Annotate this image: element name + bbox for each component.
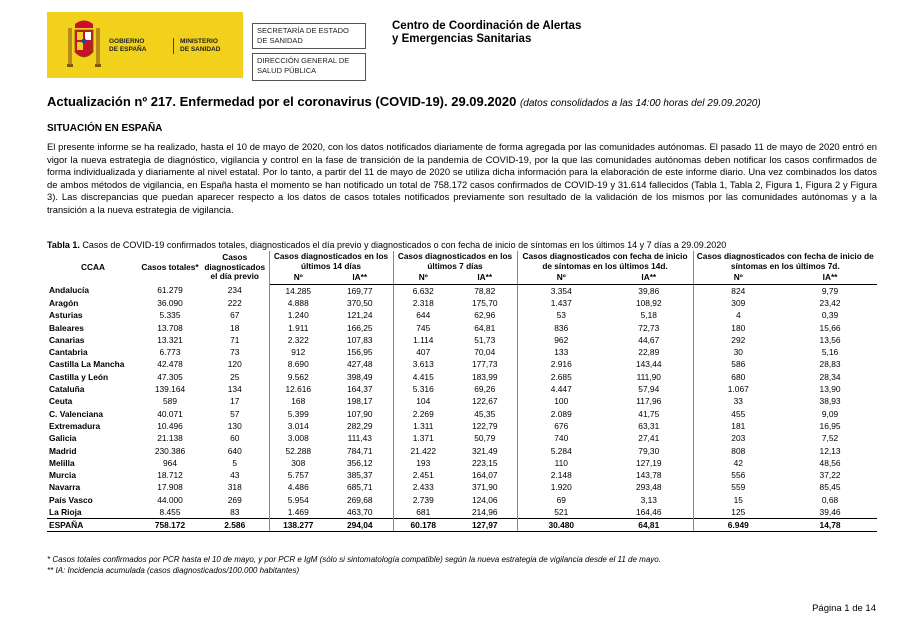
ccaa-name-cell: Ceuta — [49, 396, 73, 407]
value-cell: 117,96 — [605, 395, 693, 407]
value-cell: 41,75 — [605, 407, 693, 419]
value-cell: 28,34 — [819, 371, 841, 382]
header-totales: Casos totales* — [141, 261, 199, 272]
value-cell: 181 — [731, 420, 746, 431]
table-row — [47, 469, 877, 481]
value-cell: 39,46 — [819, 506, 841, 517]
value-cell: 134 — [201, 383, 269, 395]
value-cell: 164,46 — [605, 506, 693, 519]
value-cell: 18.712 — [157, 470, 183, 481]
table-row — [47, 358, 877, 370]
footnote-ia: ** IA: Incidencia acumulada (casos diagnosticados/100.000 habitantes) — [47, 566, 300, 575]
direccion-box: DIRECCIÓN GENERAL DE SALUD PÚBLICA — [252, 53, 366, 81]
value-cell: 16,95 — [819, 420, 841, 431]
value-cell: 0,68 — [821, 494, 839, 505]
value-cell: 71 — [201, 334, 269, 346]
value-cell: 39,86 — [605, 284, 693, 297]
gobierno-label: GOBIERNO DE ESPAÑA — [109, 38, 147, 53]
value-cell: 5.284 — [550, 445, 572, 456]
value-cell: 5.399 — [287, 408, 309, 419]
value-cell: 8.690 — [287, 359, 309, 370]
value-cell: 5 — [201, 457, 269, 469]
value-cell: 121,24 — [327, 309, 393, 321]
value-cell: 962 — [554, 334, 569, 345]
value-cell: 156,95 — [327, 346, 393, 358]
table-row — [47, 481, 877, 493]
value-cell: 964 — [163, 457, 177, 468]
table-body — [47, 284, 877, 532]
table-row — [47, 297, 877, 309]
value-cell: 808 — [731, 445, 746, 456]
value-cell: 13.708 — [157, 322, 183, 333]
value-cell: 138.277 — [269, 519, 327, 532]
header-n: Nº — [393, 272, 453, 284]
value-cell: 6.632 — [412, 285, 434, 296]
value-cell: 130 — [201, 420, 269, 432]
intro-paragraph: El presente informe se ha realizado, hasta el 10 de mayo de 2020, con los datos notificados diariamente de forma agregada por las comunidades autónomas. El pasado 11 de mayo de 2020 entró en vigor la nueva estrategia de diagnóstico, vigilancia y control en la fase de transición de la pandemia de COVID-19, por la que las comunidades autónomas deben notificar los casos confirmados de forma individualizada y diariamente al nivel estatal. Por lo tanto, a partir del 11 de mayo de 2020 se utiliza dicha información para la elaboración de este informe diario. Una vez combinados los datos de ambos métodos de vigilancia, en España hasta el momento se han notificado un total de 758.172 casos confirmados de COVID-19 y 31.614 fallecidos (Tabla 1, Tabla 2, Figura 1, Figura 2 y Figura 3). Las discrepancias que puedan aparecer respecto a los datos de casos totales notificados previamente son resultado de la validación de los mismos por las comunidades autónomas y a la transición a la nueva estrategia de vigilancia. — [47, 141, 877, 215]
table-row — [47, 494, 877, 506]
value-cell: 5,16 — [821, 347, 839, 358]
value-cell: 21.422 — [410, 445, 437, 456]
value-cell: 586 — [731, 359, 746, 370]
value-cell: 556 — [731, 470, 746, 481]
value-cell: 53 — [556, 310, 566, 321]
value-cell: 122,79 — [453, 420, 517, 432]
table-row — [47, 395, 877, 407]
value-cell: 175,70 — [453, 297, 517, 309]
value-cell: 17.908 — [157, 482, 183, 493]
ccaa-name-cell: Andalucía — [49, 285, 90, 296]
value-cell: 282,29 — [327, 420, 393, 432]
value-cell: 15,66 — [819, 322, 841, 333]
value-cell: 269 — [201, 494, 269, 506]
table-row — [47, 457, 877, 469]
value-cell: 23,42 — [819, 297, 841, 308]
value-cell: 370,50 — [327, 297, 393, 309]
value-cell: 1.920 — [550, 482, 572, 493]
value-cell: 1.240 — [287, 310, 309, 321]
value-cell: 4.447 — [550, 384, 572, 395]
ccaa-name-cell: ESPAÑA — [47, 519, 139, 532]
value-cell: 17 — [201, 395, 269, 407]
value-cell: 308 — [291, 457, 306, 468]
report-subtitle: (datos consolidados a las 14:00 horas del 29.09.2020) — [519, 98, 761, 109]
table-total-row — [47, 519, 877, 532]
value-cell: 385,37 — [327, 469, 393, 481]
table-row — [47, 506, 877, 519]
value-cell: 6.773 — [159, 347, 181, 358]
value-cell: 269,68 — [327, 494, 393, 506]
value-cell: 168 — [291, 396, 306, 407]
ccaa-name-cell: Aragón — [49, 297, 79, 308]
value-cell: 7,52 — [821, 433, 839, 444]
value-cell: 198,17 — [327, 395, 393, 407]
report-title: Actualización nº 217. Enfermedad por el coronavirus (COVID-19). 29.09.2020 (datos consolidados a las 14:00 horas del 29.09.2020) — [47, 94, 761, 109]
value-cell: 43 — [201, 469, 269, 481]
ccaa-name-cell: Cataluña — [49, 384, 85, 395]
value-cell: 36.090 — [157, 297, 183, 308]
value-cell: 521 — [554, 506, 569, 517]
value-cell: 3.613 — [412, 359, 434, 370]
value-cell: 681 — [416, 506, 431, 517]
value-cell: 127,97 — [453, 519, 517, 532]
value-cell: 3.014 — [287, 420, 309, 431]
value-cell: 30.480 — [517, 519, 605, 532]
value-cell: 321,49 — [453, 444, 517, 456]
header-ia: IA** — [453, 272, 517, 284]
value-cell: 318 — [201, 481, 269, 493]
ccaes-heading: Centro de Coordinación de Alertas y Emergencias Sanitarias — [392, 20, 582, 45]
value-cell: 2.916 — [550, 359, 572, 370]
ccaa-name-cell: Extremadura — [49, 420, 101, 431]
value-cell: 72,73 — [605, 321, 693, 333]
value-cell: 42.478 — [157, 359, 183, 370]
value-cell: 1.311 — [413, 420, 434, 431]
value-cell: 78,82 — [453, 284, 517, 297]
value-cell: 2.148 — [550, 470, 572, 481]
value-cell: 5.757 — [287, 470, 309, 481]
value-cell: 676 — [554, 420, 569, 431]
value-cell: 57,94 — [605, 383, 693, 395]
page-number: Página 1 de 14 — [812, 603, 876, 614]
value-cell: 203 — [731, 433, 746, 444]
value-cell: 70,04 — [453, 346, 517, 358]
value-cell: 47.305 — [157, 371, 183, 382]
value-cell: 398,49 — [327, 371, 393, 383]
value-cell: 30 — [733, 347, 743, 358]
value-cell: 223,15 — [453, 457, 517, 469]
value-cell: 740 — [554, 433, 569, 444]
value-cell: 371,90 — [453, 481, 517, 493]
value-cell: 14,78 — [783, 519, 877, 532]
value-cell: 9.562 — [287, 371, 309, 382]
value-cell: 4.415 — [412, 371, 434, 382]
value-cell: 356,12 — [327, 457, 393, 469]
value-cell: 3,13 — [605, 494, 693, 506]
value-cell: 1.371 — [412, 433, 434, 444]
secretaria-box: SECRETARÍA DE ESTADO DE SANIDAD — [252, 23, 366, 49]
value-cell: 1.114 — [413, 334, 434, 345]
ministerio-label: MINISTERIO DE SANIDAD — [173, 38, 220, 54]
value-cell: 127,19 — [605, 457, 693, 469]
value-cell: 13,56 — [819, 334, 841, 345]
value-cell: 685,71 — [327, 481, 393, 493]
value-cell: 164,37 — [327, 383, 393, 395]
value-cell: 5.954 — [287, 494, 309, 505]
value-cell: 169,77 — [327, 284, 393, 297]
header-ccaa: CCAA — [81, 261, 105, 272]
value-cell: 234 — [201, 284, 269, 297]
value-cell: 427,48 — [327, 358, 393, 370]
value-cell: 25 — [201, 371, 269, 383]
value-cell: 2.433 — [412, 482, 434, 493]
value-cell: 180 — [731, 322, 746, 333]
value-cell: 42 — [733, 457, 743, 468]
table-row — [47, 321, 877, 333]
value-cell: 589 — [163, 396, 177, 407]
value-cell: 164,07 — [453, 469, 517, 481]
value-cell: 124,06 — [453, 494, 517, 506]
header-ia: IA** — [605, 272, 693, 284]
value-cell: 52.288 — [285, 445, 312, 456]
section-heading: SITUACIÓN EN ESPAÑA — [47, 123, 163, 134]
value-cell: 784,71 — [327, 444, 393, 456]
ccaa-name-cell: Asturias — [49, 310, 83, 321]
table-row — [47, 407, 877, 419]
value-cell: 67 — [201, 309, 269, 321]
ccaa-name-cell: C. Valenciana — [49, 408, 103, 419]
value-cell: 122,67 — [453, 395, 517, 407]
value-cell: 6.949 — [693, 519, 783, 532]
header-group-7d: Casos diagnosticados en los últimos 7 días — [393, 251, 517, 272]
table-row — [47, 432, 877, 444]
value-cell: 680 — [731, 371, 746, 382]
value-cell: 824 — [731, 285, 746, 296]
table-row — [47, 309, 877, 321]
table-row — [47, 346, 877, 358]
ccaa-name-cell: Baleares — [49, 322, 84, 333]
gobierno-logo — [47, 12, 243, 78]
value-cell: 4.486 — [287, 482, 309, 493]
value-cell: 13.321 — [157, 334, 183, 345]
table-row — [47, 420, 877, 432]
value-cell: 9,79 — [821, 285, 839, 296]
header-n: Nº — [517, 272, 605, 284]
value-cell: 2.586 — [201, 519, 269, 532]
value-cell: 27,41 — [605, 432, 693, 444]
value-cell: 50,79 — [453, 432, 517, 444]
value-cell: 139.164 — [154, 384, 186, 395]
value-cell: 214,96 — [453, 506, 517, 519]
value-cell: 22,89 — [605, 346, 693, 358]
table-caption: Tabla 1. Casos de COVID-19 confirmados totales, diagnosticados el día previo y diagnosticados o con fecha de inicio de síntomas en los últimos 14 y 7 días a 29.09.2020 — [47, 240, 727, 250]
value-cell: 5.335 — [159, 310, 181, 321]
value-cell: 107,83 — [327, 334, 393, 346]
value-cell: 51,73 — [453, 334, 517, 346]
value-cell: 60 — [201, 432, 269, 444]
value-cell: 62,96 — [453, 309, 517, 321]
ccaa-name-cell: Melilla — [49, 457, 75, 468]
ccaa-name-cell: Cantabria — [49, 347, 88, 358]
value-cell: 455 — [731, 408, 746, 419]
value-cell: 745 — [416, 322, 431, 333]
header-n: Nº — [269, 272, 327, 284]
value-cell: 2.318 — [412, 297, 434, 308]
value-cell: 111,90 — [605, 371, 693, 383]
ccaa-name-cell: Galicia — [49, 433, 77, 444]
value-cell: 107,90 — [327, 407, 393, 419]
value-cell: 44.000 — [157, 494, 183, 505]
value-cell: 5.316 — [412, 384, 434, 395]
value-cell: 293,48 — [605, 481, 693, 493]
header-previo: Casos diagnosticados el día previo — [201, 251, 269, 284]
header-group-sint-14d: Casos diagnosticados con fecha de inicio de síntomas en los últimos 14d. — [517, 251, 693, 272]
value-cell: 143,44 — [605, 358, 693, 370]
value-cell: 12.616 — [285, 384, 312, 395]
header-group-14d: Casos diagnosticados en los últimos 14 días — [269, 251, 393, 272]
value-cell: 133 — [554, 347, 569, 358]
value-cell: 85,45 — [819, 482, 841, 493]
table-row — [47, 284, 877, 297]
value-cell: 294,04 — [327, 519, 393, 532]
cases-table — [47, 251, 877, 532]
value-cell: 8.455 — [159, 506, 181, 517]
value-cell: 104 — [416, 396, 431, 407]
coat-of-arms-icon — [67, 18, 101, 72]
ccaa-name-cell: La Rioja — [49, 506, 82, 517]
value-cell: 64,81 — [453, 321, 517, 333]
value-cell: 1.469 — [287, 506, 309, 517]
value-cell: 21.138 — [157, 433, 183, 444]
footnote-casos-totales: * Casos totales confirmados por PCR hasta el 10 de mayo, y por PCR e IgM (sólo si sintomatología compatible) según la nueva estrategia de vigilancia desde el 11 de mayo. — [47, 555, 661, 564]
value-cell: 0,39 — [821, 310, 839, 321]
value-cell: 33 — [733, 396, 743, 407]
value-cell: 758.172 — [139, 519, 201, 532]
ccaa-name-cell: Madrid — [49, 445, 77, 456]
value-cell: 463,70 — [327, 506, 393, 519]
value-cell: 644 — [416, 310, 431, 321]
table-row — [47, 383, 877, 395]
value-cell: 69,26 — [453, 383, 517, 395]
value-cell: 2.739 — [412, 494, 434, 505]
value-cell: 5,18 — [605, 309, 693, 321]
value-cell: 292 — [731, 334, 746, 345]
value-cell: 61.279 — [157, 285, 183, 296]
value-cell: 4 — [735, 310, 741, 321]
value-cell: 4.888 — [287, 297, 309, 308]
value-cell: 28,83 — [819, 359, 841, 370]
value-cell: 13,90 — [819, 384, 841, 395]
ccaa-name-cell: Castilla La Mancha — [49, 359, 125, 370]
ccaa-name-cell: Castilla y León — [49, 371, 109, 382]
ccaa-name-cell: País Vasco — [49, 494, 93, 505]
value-cell: 120 — [201, 358, 269, 370]
header-ia: IA** — [783, 272, 877, 284]
value-cell: 3.354 — [550, 285, 572, 296]
header-ia: IA** — [327, 272, 393, 284]
value-cell: 912 — [291, 347, 306, 358]
value-cell: 83 — [201, 506, 269, 519]
value-cell: 18 — [201, 321, 269, 333]
value-cell: 559 — [731, 482, 746, 493]
header-n: Nº — [693, 272, 783, 284]
value-cell: 407 — [416, 347, 431, 358]
value-cell: 222 — [201, 297, 269, 309]
value-cell: 309 — [731, 297, 746, 308]
value-cell: 37,22 — [819, 470, 841, 481]
value-cell: 10.496 — [157, 420, 183, 431]
value-cell: 110 — [554, 457, 568, 468]
value-cell: 1.911 — [288, 322, 309, 333]
value-cell: 183,99 — [453, 371, 517, 383]
value-cell: 73 — [201, 346, 269, 358]
value-cell: 57 — [201, 407, 269, 419]
value-cell: 64,81 — [605, 519, 693, 532]
table-row — [47, 334, 877, 346]
value-cell: 1.067 — [727, 384, 749, 395]
value-cell: 63,31 — [605, 420, 693, 432]
value-cell: 9,09 — [821, 408, 839, 419]
value-cell: 40.071 — [157, 408, 183, 419]
table-row — [47, 371, 877, 383]
value-cell: 836 — [554, 322, 569, 333]
value-cell: 45,35 — [453, 407, 517, 419]
value-cell: 44,67 — [605, 334, 693, 346]
value-cell: 2.269 — [412, 408, 434, 419]
value-cell: 38,93 — [819, 396, 841, 407]
value-cell: 48,56 — [819, 457, 841, 468]
value-cell: 640 — [201, 444, 269, 456]
header-group-sint-7d: Casos diagnosticados con fecha de inicio de síntomas en los últimos 7d. — [696, 251, 874, 271]
value-cell: 69 — [556, 494, 566, 505]
value-cell: 125 — [731, 506, 746, 517]
value-cell: 177,73 — [453, 358, 517, 370]
ccaa-name-cell: Murcia — [49, 470, 76, 481]
value-cell: 15 — [733, 494, 743, 505]
ccaa-name-cell: Navarra — [49, 482, 81, 493]
value-cell: 100 — [554, 396, 569, 407]
value-cell: 12,13 — [819, 445, 841, 456]
value-cell: 2.451 — [412, 470, 434, 481]
value-cell: 60.178 — [393, 519, 453, 532]
value-cell: 166,25 — [327, 321, 393, 333]
value-cell: 2.089 — [550, 408, 572, 419]
value-cell: 111,43 — [327, 432, 393, 444]
value-cell: 2.685 — [550, 371, 572, 382]
value-cell: 193 — [416, 457, 431, 468]
value-cell: 2.322 — [287, 334, 309, 345]
value-cell: 108,92 — [605, 297, 693, 309]
value-cell: 79,30 — [605, 444, 693, 456]
table-row — [47, 444, 877, 456]
value-cell: 14.285 — [285, 285, 312, 296]
value-cell: 143,78 — [605, 469, 693, 481]
value-cell: 230.386 — [154, 445, 186, 456]
value-cell: 1.437 — [550, 297, 572, 308]
ccaa-name-cell: Canarias — [49, 334, 85, 345]
value-cell: 3.008 — [287, 433, 309, 444]
